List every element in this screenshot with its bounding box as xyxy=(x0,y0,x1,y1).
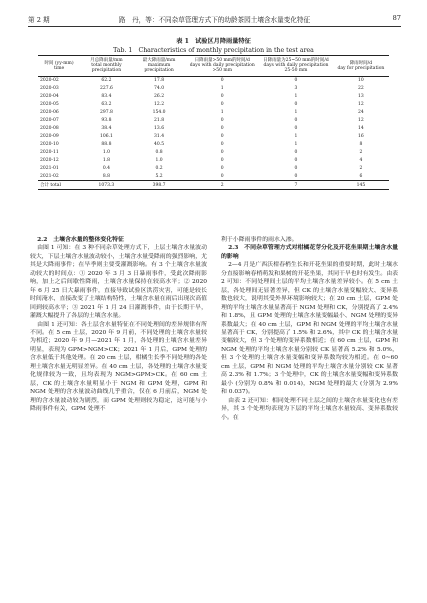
table-cell: 93.8 xyxy=(101,117,112,123)
table-cell: 106.1 xyxy=(99,133,113,139)
table-cell: 1 xyxy=(294,133,298,139)
column-header-maximum: 最大降雨量/mm maximum precipitation xyxy=(133,56,186,77)
table-cell: 2020-12 xyxy=(40,157,59,163)
table-row xyxy=(38,148,389,156)
paragraph: 由图 1 还可知：各土层含水量特征在不同处理间的差异规律有所不同。在 5 cm 土层，2020 年 9 月前，不同处理的土壤含水量较为相近；2020 年 9 月—2021 年 1 月，各处理的土壤含水量差异明显，表现为 GPM>NGM>CK；2021 年 1 月后，GPM 处理的含水量低于其他处理。在 20 cm 土层，柑橘生长季不同处理的各处理土壤含水量无明显差异。在 40 cm 土层，各处理的土壤含水量变化规律较为一致，且均表现为 NGM>GPM>CK。在 60 cm 土层，CK 的土壤含水量明显小于 NGM 和 GPM 处理，GPM 和 NGM 处理的含水量波动曲线几乎重合，仅在 6 月前后，NGM 处理的含水量波动较为剧烈，而 GPM 处理则较为稳定，这可能与小降雨事件有关，GPM 处理不 xyxy=(30,321,207,413)
table-row xyxy=(38,164,389,172)
table-cell: 1 xyxy=(294,93,298,99)
table-cell: 88.8 xyxy=(101,141,112,147)
table-cell: 2 xyxy=(359,165,363,171)
table-cell: 24 xyxy=(358,109,364,115)
table-cell: 63.2 xyxy=(101,101,112,107)
table-cell: 38.4 xyxy=(101,125,112,131)
issue-number: 第 2 期 xyxy=(28,16,50,24)
column-header-time: 时间 (yy-mm) time xyxy=(38,56,80,77)
table-total-cell: 1073.3 xyxy=(80,181,133,190)
table-cell: 4 xyxy=(359,157,363,163)
table-row xyxy=(38,109,389,117)
table-cell: 1 xyxy=(294,109,298,115)
table-cell: 0.2 xyxy=(155,165,163,171)
table-cell: 1.8 xyxy=(102,157,111,163)
table-row xyxy=(38,76,389,84)
table-cell: 2020-03 xyxy=(40,85,59,91)
table-cell: 0 xyxy=(294,101,298,107)
table-cell: 0 xyxy=(220,101,224,107)
table-cell: 0 xyxy=(294,78,298,83)
table-row xyxy=(38,93,389,101)
table-cell: 22 xyxy=(358,85,364,91)
table-cell: 17.8 xyxy=(154,78,165,83)
paragraph: 2—4 月是广西沃柑春梢生长和开花坐果的重要时期，此时土壤水分直接影响春梢萌发和果树的开花坐果，其同干旱也时有发生。由表 2 可知：不同处理间土层的平均土壤含水量差异较小。在 5 cm 土层，各处理间无显著差异，但 CK 的土壤含水量变幅较大、变异系数也较大，说明其受外界环境影响较大；在 20 cm 土层，GPM 处理的平均土壤含水量显著高于 NGM 处理和 CK，分别提高了 2.4% 和 1.8%，且 GPM 处理的土壤含水量变幅最小、NGM 处理的变异系数最大；在 40 cm 土层，GPM 和 NGM 处理的平均土壤含水量显著高于 CK，分别提高了 1.5% 和 2.6%，其中 CK 的土壤含水量变幅较大，但 3 个处理的变异系数相近；在 60 cm 土层，GPM 和 NGM 处理的平均土壤含水量分别较 CK 显著高 5.2% 和 5.0%，但 3 个处理的土壤含水量变幅和变异系数均较为相近。在 0~60 cm 土层，GPM 和 NGM 处理的平均土壤含水量分别较 CK 显著高 2.3% 和 1.7%；3 个处理中，CK 的土壤含水量变幅和变异系数最小 (分别为 0.8% 和 0.014)，NGM 处理的最大 (分别为 2.9% 和 0.037)。 xyxy=(221,262,398,396)
page-number: 87 xyxy=(392,14,401,22)
table-cell: 13.6 xyxy=(154,125,165,131)
table-total-cell: 7 xyxy=(259,181,333,190)
table-cell: 2020-05 xyxy=(40,101,59,107)
right-text-column xyxy=(221,236,398,422)
table-cell: 1 xyxy=(220,85,224,91)
table-row xyxy=(38,156,389,164)
table-cell: 0 xyxy=(294,117,298,123)
table-cell: 2 xyxy=(359,149,363,155)
table-row xyxy=(38,133,389,141)
table-cell: 26.2 xyxy=(154,93,165,99)
table-cell: 0.4 xyxy=(102,165,111,171)
running-title: 路 丹，等：不同杂草管理方式下的幼龄茶园土壤含水量变化特征 xyxy=(118,16,311,24)
table-cell: 0 xyxy=(220,173,224,179)
table-cell: 0 xyxy=(220,141,224,147)
table-cell: 297.8 xyxy=(99,109,113,115)
section-heading-2-3: 2.3 不同杂草管理方式对柑橘花芽分化及开花坐果期土壤含水量的影响 xyxy=(221,244,398,260)
paragraph-continuation: 利于小降雨事件的雨水入渗。 xyxy=(221,237,298,243)
table-row xyxy=(38,140,389,148)
table-cell: 12 xyxy=(358,117,364,123)
table-caption-cn: 表 1 试验区月降雨量特征 xyxy=(176,38,251,45)
table-cell: 2020-08 xyxy=(40,125,59,131)
table-cell: 0.8 xyxy=(155,149,163,155)
table-cell: 0 xyxy=(294,173,298,179)
table-total-cell: 合计 total xyxy=(38,181,80,190)
precipitation-table xyxy=(38,55,389,190)
table-cell: 74.0 xyxy=(154,85,165,91)
table-total-cell: 145 xyxy=(333,181,389,190)
table-cell: 1.0 xyxy=(155,157,163,163)
table-cell: 83.4 xyxy=(101,93,112,99)
table-cell: 2020-04 xyxy=(40,93,59,99)
table-cell: 21.8 xyxy=(154,117,165,123)
table-cell: 2020-10 xyxy=(40,141,59,147)
paragraph: 由图 1 可知：在 3 种不同杂草处理方式下，上层土壤含水量波动较大，下层土壤含水量波动较小，土壤含水量受降雨的强烈影响，尤其是大降雨事件；在旱季则主要受灌溉影响。有 3 个土壤含水量波动较大的时间点：① 2020 年 3 月 3 日暴雨事件，受此次降雨影响，加上之后间歇性降雨，土壤含水量保持在较高水平；② 2020 年 6 月 25 日大暴雨事件，直接导致试验区洪涝灾害，可能是较长时间淹水，直接改变了土壤结构特性，土壤含水量在雨后出现次高值回到较高水平；③ 2021 年 1 月 24 日灌溉事件，由于长期干旱，灌溉大幅提升了各层的土壤含水量。 xyxy=(30,245,207,320)
table-cell: 0 xyxy=(294,165,298,171)
table-cell: 0 xyxy=(294,157,298,163)
table-body xyxy=(38,76,389,190)
table-cell: 2020-06 xyxy=(40,109,59,115)
table-total-row xyxy=(38,181,389,190)
column-header-days-25-50: 日降雨量为25~50 mm的时间/d days with daily precipitation 25-50 mm xyxy=(259,56,333,77)
table-cell: 31.4 xyxy=(154,133,165,139)
section-heading-2-2: 2.2 土壤含水量的整体变化特征 xyxy=(37,236,124,243)
table-cell: 227.6 xyxy=(99,85,113,91)
table-cell: 40.5 xyxy=(154,141,165,147)
table-cell: 12.2 xyxy=(154,101,165,107)
table-cell: 1 xyxy=(220,109,224,115)
table-cell: 0 xyxy=(220,117,224,123)
table-cell: 13 xyxy=(358,93,364,99)
table-cell: 2020-11 xyxy=(40,149,59,155)
table-caption-en: Tab. 1 Characteristics of monthly precipitation in the test area xyxy=(113,47,314,54)
table-row xyxy=(38,117,389,125)
table-cell: 16 xyxy=(358,133,364,139)
table-cell: 5.2 xyxy=(155,173,163,179)
table-cell: 14 xyxy=(358,125,364,131)
table-total-cell: 398.7 xyxy=(133,181,186,190)
table-cell: 0 xyxy=(220,157,224,163)
table-cell: 154.0 xyxy=(152,109,166,115)
table-cell: 12 xyxy=(358,101,364,107)
table-cell: 0 xyxy=(220,133,224,139)
table-cell: 0 xyxy=(220,165,224,171)
table-cell: 10 xyxy=(358,78,364,83)
table-row xyxy=(38,101,389,109)
column-header-precip-days: 降雨时间/d day for precipitation xyxy=(333,56,389,77)
paragraph: 由表 2 还可知：相同处理不同土层之间的土壤含水量变化也有差异，其 3 个处理均表现为下层的平均土壤含水量较高、变异系数较小。在 xyxy=(221,397,398,421)
table-cell: 2021-02 xyxy=(40,173,59,179)
table-cell: 62.2 xyxy=(101,78,112,83)
table-row xyxy=(38,85,389,93)
table-row xyxy=(38,172,389,180)
table-total-cell: 2 xyxy=(185,181,259,190)
table-cell: 0 xyxy=(220,149,224,155)
table-cell: 0 xyxy=(294,149,298,155)
table-cell: 0 xyxy=(220,93,224,99)
table-cell: 0 xyxy=(294,125,298,131)
table-cell: 2020-07 xyxy=(40,117,59,123)
table-row xyxy=(38,125,389,133)
table-cell: 6 xyxy=(359,173,363,179)
table-cell: 1.0 xyxy=(102,149,111,155)
table-cell: 2020-09 xyxy=(40,133,59,139)
table-cell: 2020-02 xyxy=(40,78,59,83)
table-cell: 2021-01 xyxy=(40,165,59,171)
table-cell: 8.8 xyxy=(102,173,111,179)
column-header-total-monthly: 月总降雨量/mm total monthly precipitation xyxy=(80,56,133,77)
table-cell: 0 xyxy=(220,125,224,131)
table-header-row xyxy=(38,56,389,77)
column-header-days-over-50: 日降雨量>50 mm的时间/d days with daily precipitation >50 mm xyxy=(185,56,259,77)
table-cell: 1 xyxy=(294,141,298,147)
table-cell: 8 xyxy=(359,141,363,147)
page-header xyxy=(28,12,401,27)
table-cell: 0 xyxy=(220,78,224,83)
table-cell: 3 xyxy=(294,85,298,91)
left-text-column xyxy=(30,236,207,414)
